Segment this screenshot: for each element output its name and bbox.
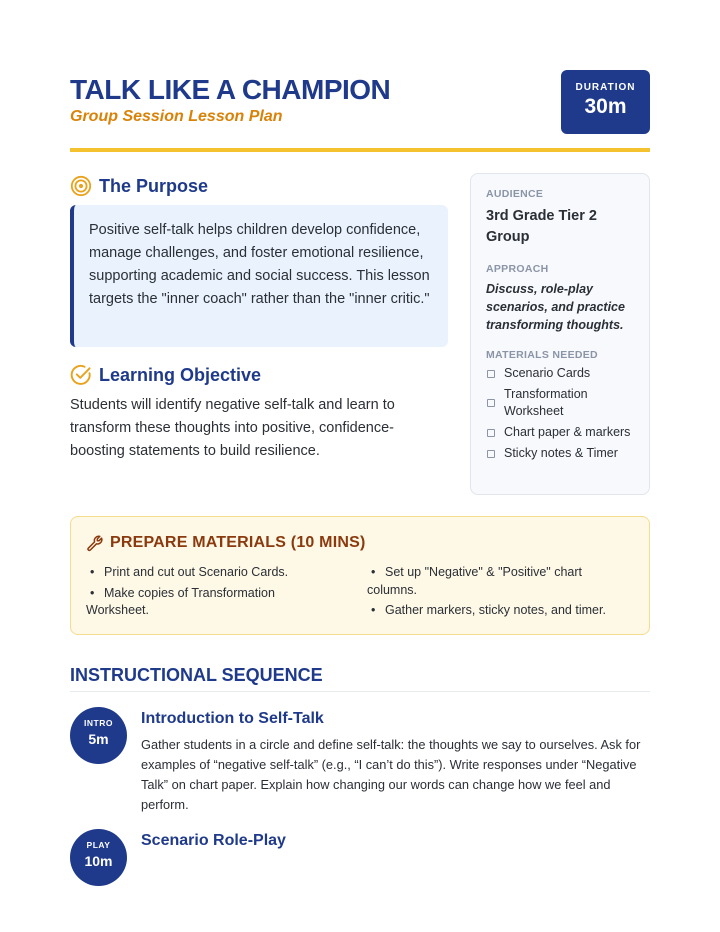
duration-badge (561, 70, 650, 134)
materials-item-label: Sticky notes & Timer (504, 446, 618, 460)
materials-item[interactable] (486, 365, 635, 382)
header (70, 70, 650, 152)
objective-text: Students will identify negative self-talk and learn to transform these thoughts into positive, confidence-boosting statements to build resilience. (70, 397, 395, 459)
step-body: Gather students in a circle and define self-talk: the thoughts we say to ourselves. Ask for examples of “negative self-talk” (e.g., “I can’t do this”). Write responses under “Negative Talk” on chart paper. Explain how changing our words can change how we feel and perform. (141, 737, 641, 812)
purpose-heading-text: The Purpose (99, 175, 209, 196)
materials-item[interactable] (486, 424, 635, 441)
step-title: Scenario Role-Play (141, 832, 286, 849)
check-circle-icon (70, 364, 92, 386)
lesson-plan-page (70, 0, 650, 932)
page-subtitle: Group Session Lesson Plan (70, 108, 283, 125)
step-badge-time: 5m (88, 731, 109, 747)
step-badge-time: 10m (84, 853, 113, 869)
materials-item[interactable] (486, 445, 635, 462)
materials-list (486, 365, 635, 462)
prepare-heading-text: PREPARE MATERIALS (10 MINS) (110, 534, 366, 551)
step-time-badge (70, 707, 127, 764)
materials-item-label: Chart paper & markers (504, 425, 631, 439)
step-time-badge (70, 829, 127, 886)
divider (70, 691, 650, 692)
duration-value: 30m (584, 95, 627, 118)
purpose-heading (70, 174, 208, 198)
approach-label: APPROACH (486, 263, 549, 275)
purpose-callout: Positive self-talk helps children develop confidence, manage challenges, and foster emotional resilience, supporting academic and social success. This lesson targets the "inner coach" rather than the "inner critic." (70, 205, 448, 347)
checkbox[interactable] (487, 429, 495, 437)
materials-label: MATERIALS NEEDED (486, 349, 598, 361)
step-badge-label: INTRO (84, 718, 113, 728)
step-badge-label: PLAY (86, 840, 111, 850)
materials-item-label: Transformation Worksheet (504, 387, 588, 418)
materials-item-label: Scenario Cards (504, 366, 591, 380)
prepare-item: • Set up "Negative" & "Positive" chart columns. (367, 564, 635, 599)
duration-label: DURATION (575, 82, 636, 93)
sequence-heading: INSTRUCTIONAL SEQUENCE (70, 665, 323, 685)
prepare-list-left (86, 564, 326, 623)
checkbox[interactable] (487, 370, 495, 378)
prepare-item: • Print and cut out Scenario Cards. (86, 564, 326, 582)
checkbox[interactable] (487, 450, 495, 458)
page-title: TALK LIKE A CHAMPION (70, 74, 391, 105)
objective-heading (70, 363, 261, 387)
approach-value: Discuss, role-play scenarios, and practice transforming thoughts. (486, 282, 625, 332)
target-icon (70, 175, 92, 197)
checkbox[interactable] (487, 399, 495, 407)
audience-value: 3rd Grade Tier 2 Group (486, 208, 597, 245)
prepare-item: • Make copies of Transformation Worksheet. (86, 585, 326, 620)
objective-heading-text: Learning Objective (99, 364, 262, 385)
materials-item[interactable] (486, 386, 635, 420)
prepare-materials-box (70, 516, 650, 635)
audience-label: AUDIENCE (486, 188, 544, 200)
lesson-info-card (470, 173, 650, 495)
prepare-list-right (367, 564, 635, 623)
prepare-item: • Gather markers, sticky notes, and timer. (367, 602, 635, 620)
prepare-heading (86, 534, 366, 552)
step-title: Introduction to Self-Talk (141, 710, 324, 727)
wrench-icon (86, 534, 104, 552)
